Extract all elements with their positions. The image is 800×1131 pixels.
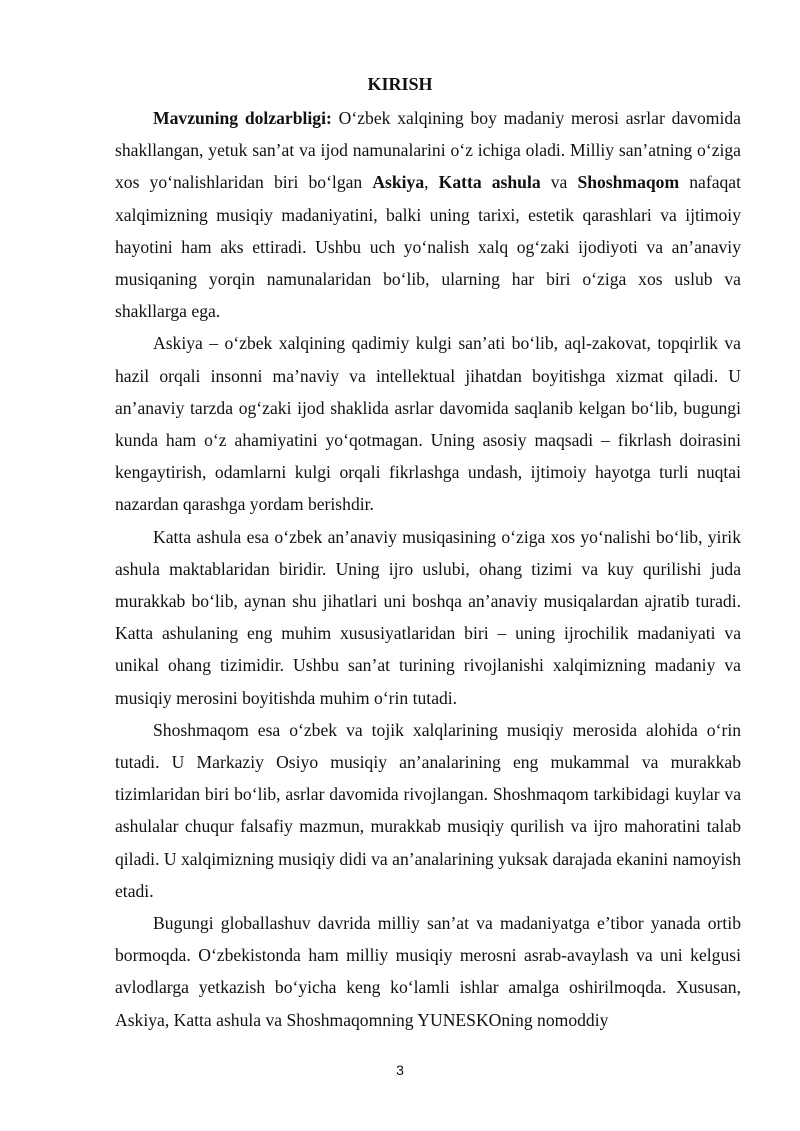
- lead-phrase: Mavzuning dolzarbligi:: [153, 108, 332, 128]
- text-run: ,: [424, 172, 439, 193]
- paragraph-4: Shoshmaqom esa o‘zbek va tojik xalqlarining musiqiy merosida alohida o‘rin tutadi. U Markaziy Osiyo musiqiy an’analarining eng mukammal va murakkab tizimlaridan biri bo‘lib, asrlar davomida rivojlangan. Shoshmaqom tarkibidagi kuylar va ashulalar chuqur falsafiy mazmun, murakkab musiqiy qurilish va ijro mahoratini talab qiladi. U xalqimizning musiqiy didi va an’analarining yuksak darajada ekanini namoyish etadi.: [115, 719, 741, 901]
- page-number: 3: [396, 1062, 404, 1078]
- term-katta-ashula: Katta ashula: [438, 172, 541, 193]
- text-run: nafaqat xalqimizning musiqiy madaniyatini, balki uning tarixi, estetik qarashlari va ijtimoiy hayotini ham aks ettiradi. Ushbu uch yo‘nalish xalq og‘zaki ijodiyoti va an’anaviy musiqaning yorqin namunalaridan bo‘lib, ularning har biri o‘ziga xos uslub va shakllarga ega.: [115, 172, 742, 322]
- paragraph-1: [115, 102, 741, 327]
- body-text: [115, 102, 741, 1036]
- page-title: KIRISH: [367, 74, 433, 94]
- paragraph-2: Askiya – o‘zbek xalqining qadimiy kulgi san’ati bo‘lib, aql-zakovat, topqirlik va hazil orqali insonni ma’naviy va intellektual jihatdan boyitishga xizmat qiladi. U an’anaviy tarzda og‘zaki ijod shaklida asrlar davomida saqlanib kelgan bo‘lib, bugungi kunda ham o‘z ahamiyatini yo‘qotmagan. Uning asosiy maqsadi – fikrlash doirasini kengaytirish, odamlarni kulgi orqali fikrlashga undash, ijtimoiy hayotga turli nuqtai nazardan qarashga yordam berishdir.: [115, 333, 741, 515]
- paragraph-3: Katta ashula esa o‘zbek an’anaviy musiqasining o‘ziga xos yo‘nalishi bo‘lib, yirik ashula maktablaridan biridir. Uning ijro uslubi, ohang tizimi va kuy qurilishi juda murakkab bo‘lib, aynan shu jihatlari uni boshqa an’anaviy musiqalardan ajratib turadi. Katta ashulaning eng muhim xususiyatlaridan biri – uning ijrochilik madaniyati va unikal ohang tizimidir. Ushbu san’at turining rivojlanishi xalqimizning madaniy va musiqiy merosini boyitishda muhim o‘rin tutadi.: [115, 526, 741, 708]
- text-run: O‘zbek xalqining boy madaniy merosi asrlar davomida shakllangan, yetuk san’at va ijod namunalarini o‘z ichiga oladi. Milliy san’atning o‘ziga xos yo‘nalishlaridan biri bo‘lgan: [115, 108, 741, 193]
- paragraph-5: Bugungi globallashuv davrida milliy san’at va madaniyatga e’tibor yanada ortib bormoqda. O‘zbekistonda ham milliy musiqiy merosni asrab-avaylash va uni kelgusi avlodlarga yetkazish bo‘yicha keng ko‘lamli ishlar amalga oshirilmoqda. Xususan, Askiya, Katta ashula va Shoshmaqomning YUNESKOning nomoddiy: [115, 913, 741, 1030]
- term-shoshmaqom: Shoshmaqom: [577, 172, 680, 193]
- term-askiya: Askiya: [372, 172, 425, 193]
- text-run: va: [540, 172, 578, 193]
